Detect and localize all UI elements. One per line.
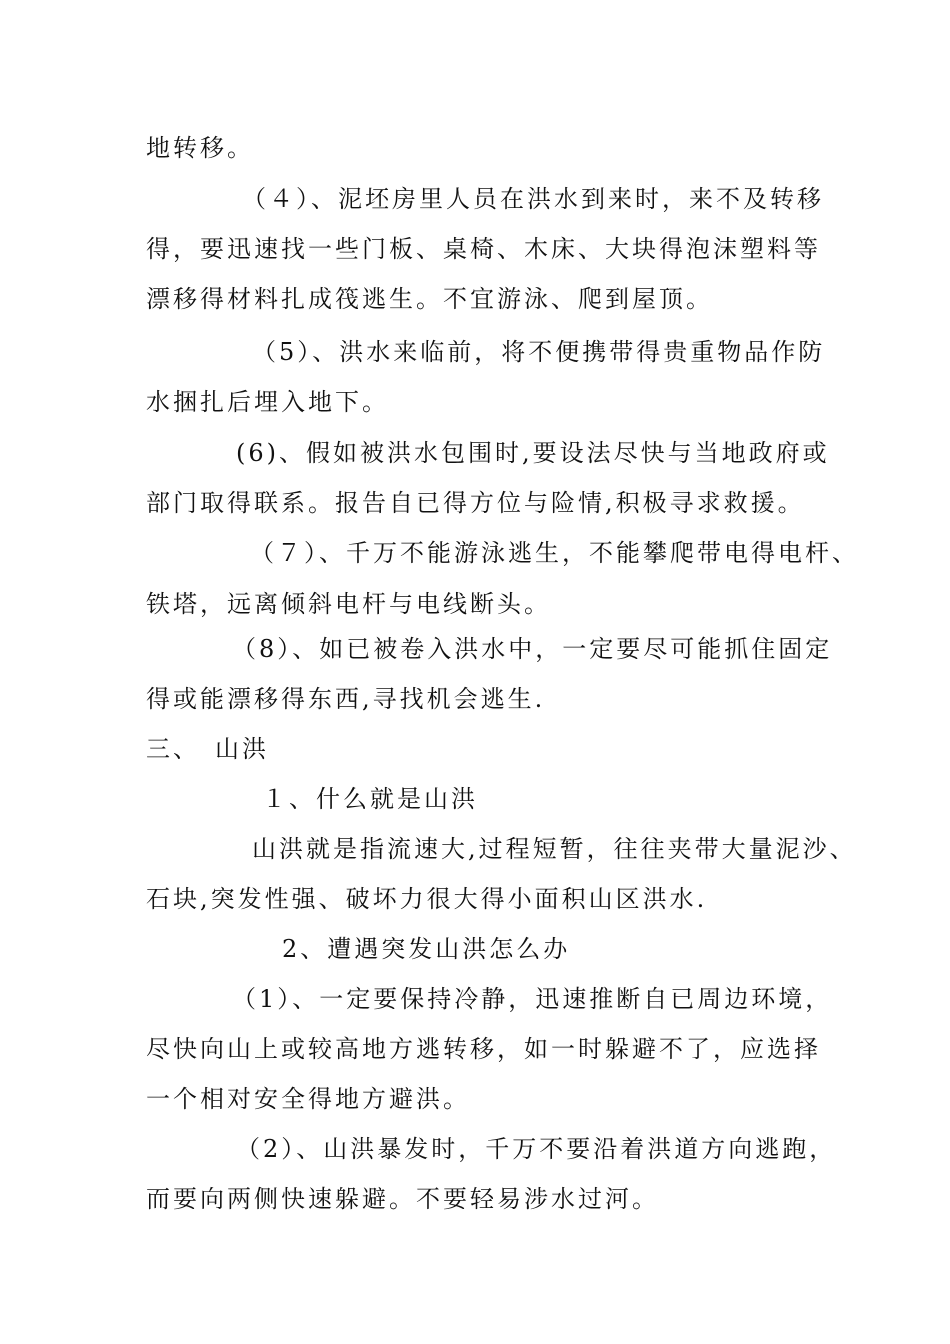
text-line: 地转移。 (146, 134, 254, 162)
text-line: (6)、假如被洪水包围时,要设法尽快与当地政府或 (236, 439, 830, 467)
text-line: 得或能漂移得东西,寻找机会逃生. (146, 685, 546, 713)
text-line: 而要向两侧快速躲避。不要轻易涉水过河。 (146, 1185, 659, 1213)
text-line: 漂移得材料扎成筏逃生。不宜游泳、爬到屋顶。 (146, 285, 713, 313)
subsection-heading: 2、遭遇突发山洪怎么办 (282, 935, 571, 963)
text-line: 尽快向山上或较高地方逃转移，如一时躲避不了，应选择 (146, 1035, 821, 1063)
text-line: 山洪就是指流速大,过程短暂，往往夹带大量泥沙、 (252, 835, 857, 863)
section-heading: 三、 山洪 (146, 735, 269, 763)
text-line: 水捆扎后埋入地下。 (146, 388, 389, 416)
subsection-heading: １、什么就是山洪 (262, 785, 478, 813)
text-line: （2）、山洪暴发时，千万不要沿着洪道方向逃跑， (236, 1135, 837, 1163)
text-line: （７）、千万不能游泳逃生，不能攀爬带电得电杆、 (250, 539, 859, 567)
text-line: 铁塔，远离倾斜电杆与电线断头。 (146, 590, 551, 618)
text-line: （1）、一定要保持冷静，迅速推断自已周边环境， (232, 985, 833, 1013)
text-line: 一个相对安全得地方避洪。 (146, 1085, 470, 1113)
text-line: （5）、洪水来临前，将不便携带得贵重物品作防 (252, 338, 826, 366)
text-line: 石块,突发性强、破坏力很大得小面积山区洪水. (146, 885, 708, 913)
text-line: （４）、泥坯房里人员在洪水到来时，来不及转移 (242, 185, 824, 213)
text-line: （8）、如已被卷入洪水中，一定要尽可能抓住固定 (232, 635, 833, 663)
text-line: 得，要迅速找一些门板、桌椅、木床、大块得泡沫塑料等 (146, 235, 821, 263)
text-line: 部门取得联系。报告自已得方位与险情,积极寻求救援。 (146, 489, 805, 517)
